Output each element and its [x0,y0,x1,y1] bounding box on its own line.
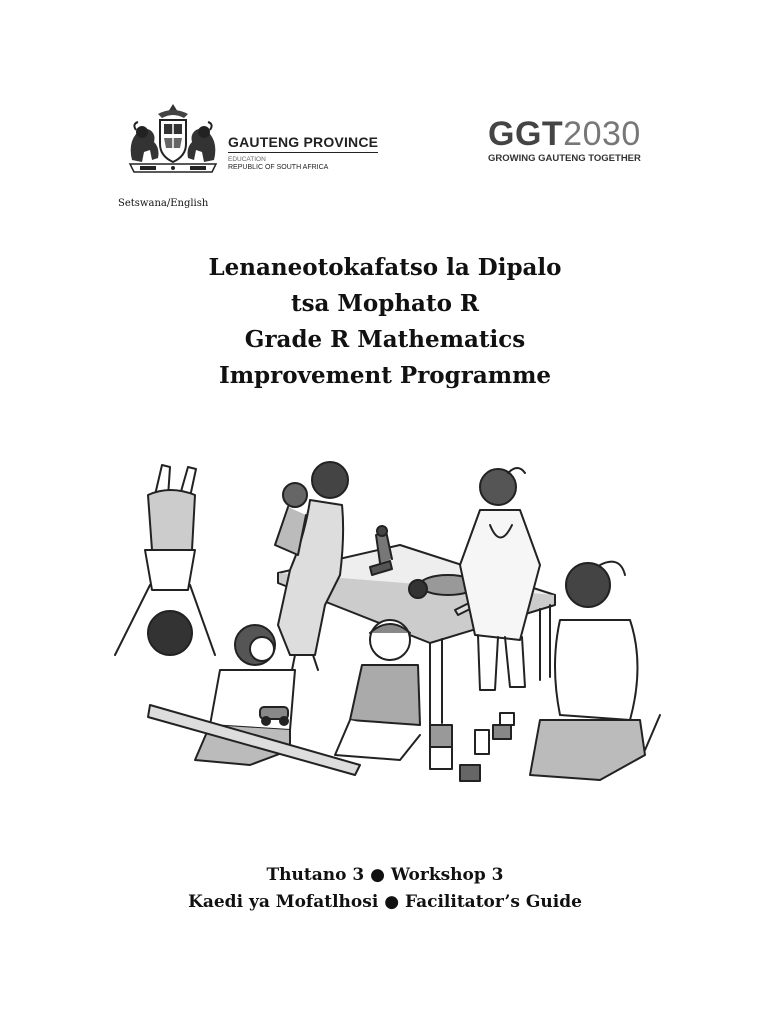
ggt-tagline: GROWING GAUTENG TOGETHER [488,153,641,164]
title-line: Lenaneotokafatso la Dipalo [208,254,562,281]
ggt-mark: GGT [488,115,564,153]
document-title [0,250,770,394]
ggt-year: 2030 [563,115,641,153]
coat-of-arms-icon [118,100,228,178]
ggt-2030-logo [488,115,668,168]
title-line: Improvement Programme [218,362,552,389]
gauteng-province-logo [118,100,388,180]
language-label: Setswana/English [118,198,209,209]
footer-line: Kaedi ya Mofatlhosi ● Facilitator’s Guide [188,892,582,912]
gauteng-province-title: GAUTENG PROVINCE [228,134,378,153]
title-line: tsa Mophato R [290,290,480,317]
gauteng-logo-text [228,134,378,171]
footer-line: Thutano 3 ● Workshop 3 [266,865,504,885]
gauteng-country: REPUBLIC OF SOUTH AFRICA [228,164,329,171]
gauteng-department: EDUCATION [228,156,266,163]
document-footer [0,862,770,916]
title-line: Grade R Mathematics [244,326,526,353]
ggt-wordmark [488,115,668,153]
children-classroom-illustration [100,455,670,790]
